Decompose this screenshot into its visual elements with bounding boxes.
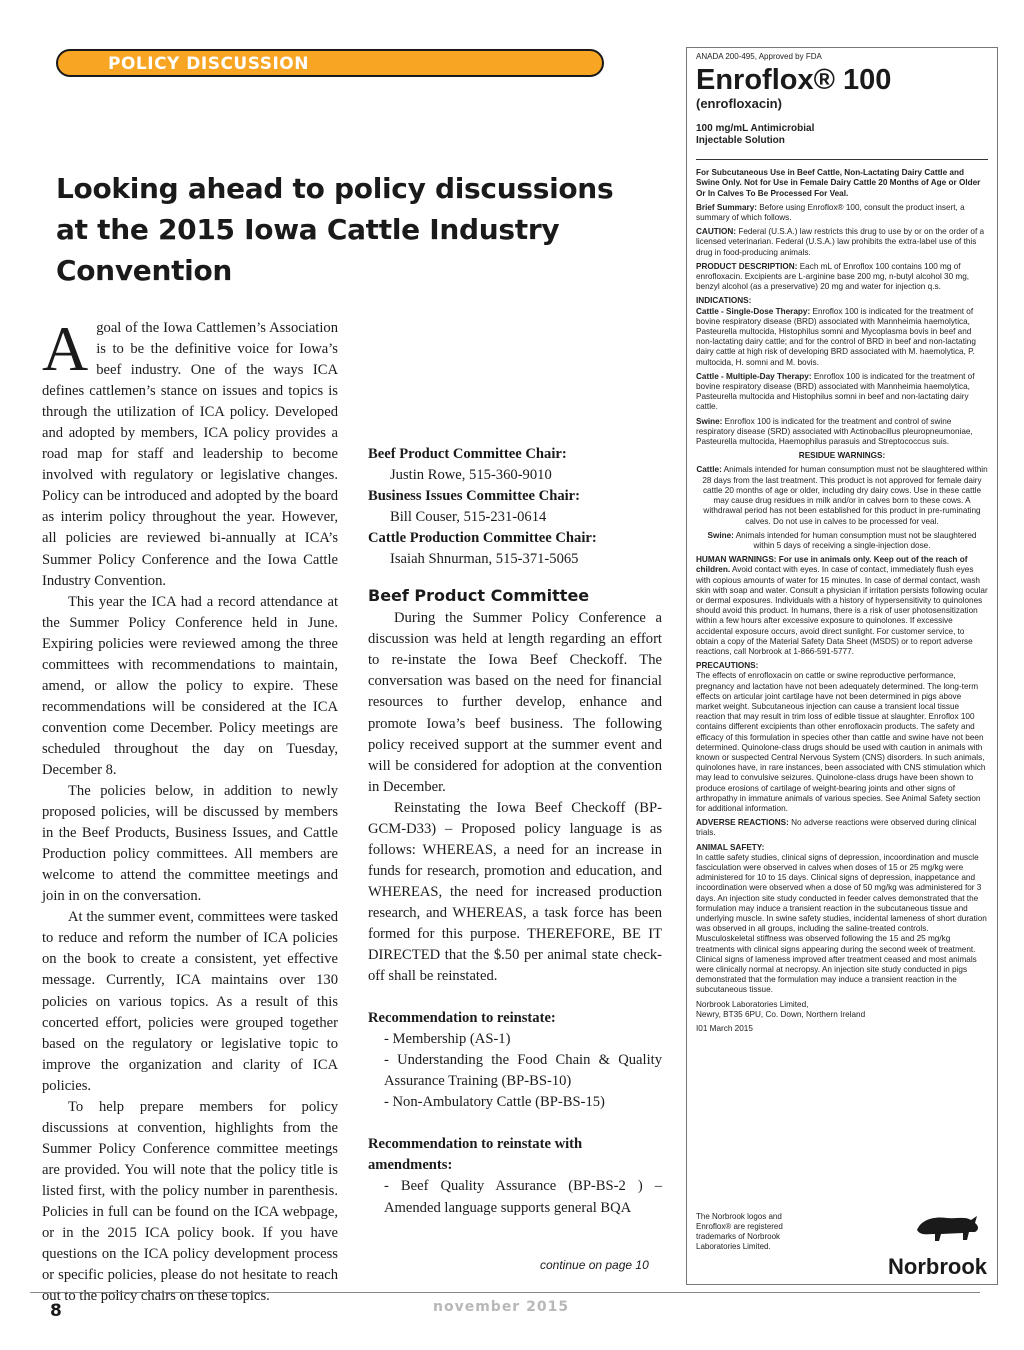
ad-trademark: The Norbrook logos and Enroflox® are registered trademarks of Norbrook Laboratories Limited. — [696, 1212, 783, 1251]
beef-product-heading: Beef Product Committee — [368, 586, 590, 606]
norbrook-logo: Norbrook — [888, 1253, 987, 1279]
issue-date: november 2015 — [433, 1299, 570, 1315]
article-column-middle — [368, 318, 662, 1219]
ad-company: Norbrook Laboratories Limited, Newry, BT35 6PU, Co. Down, Northern Ireland — [696, 999, 866, 1019]
article-paragraph-5: To help prepare members for policy discussions at convention, highlights from the Summer Policy Conference committee meetings are provided. You will note that the policy title is listed first, with the policy number in parenthesis. Policies in full can be found on the ICA webpage, or in the 2015 ICA policy book. If you have questions on the ICA policy development process or specific policies, please do not hesitate to reach out to the policy chairs on these topics. — [42, 1098, 338, 1305]
beef-paragraph-1: During the Summer Policy Conference a discussion was held at length regarding an effort to re-instate the Iowa Beef Checkoff. The conversation was based on the need for financial resources to further develop, enhance and promote Iowa’s beef business. The following policy received support at the summer event and will be considered for adoption at the convention in December. — [368, 610, 662, 795]
chair-name-business: Bill Couser, 515-231-0614 — [390, 509, 547, 526]
ad-generic-name: (enrofloxacin) — [696, 96, 782, 112]
ad-brief-summary: Brief Summary: Before using Enroflox® 100, consult the product insert, a summary of which follows. — [696, 202, 965, 223]
ad-human-warnings: HUMAN WARNINGS: For use in animals only. Keep out of the reach of children. Avoid contact with eyes. In case of contact, immediately flush eyes with copious amounts of water for 15 minutes. In case of dermal contact, wash skin with soap and water. Consult a physician if irritation persists following ocular or dermal exposures. Individuals with a history of hypersensitivity to quinolones should avoid this product. In humans, there is a risk of user photosensitization within a few hours after excessive exposure to quinolones. If excessive accidental exposure occurs, avoid direct sunlight. For customer service, to obtain a copy of the Material Safety Data Sheet (MSDS) or to report adverse reactions, call Norbrook at 1-866-591-5777. — [696, 555, 988, 656]
chair-name-cattle: Isaiah Shnurman, 515-371-5065 — [390, 551, 579, 568]
ad-precautions: PRECAUTIONS: The effects of enrofloxacin on cattle or swine reproductive performance, pregnancy and lactation have not been adequately determined. The long-term effects on articular joint cartilage have not been determined in pigs above market weight. Subcutaneous injection can cause a transient local tissue reaction that may result in trim loss of edible tissue at slaughter. Enroflox 100 contains different excipients than other enrofloxacin products. The safety and efficacy of this formulation in species other than cattle and swine have not been determined. Quinolone-class drugs should be used with caution in animals with known or suspected Central Nervous System (CNS) disorders. In such animals, quinolones have, in rare instances, been associated with CNS stimulation which may lead to convulsive seizures. Quinolone-class drugs have been shown to produce erosions of cartilage of weight-bearing joints and other signs of arthropathy in immature animals of various species. See Animal Safety section for additional information. — [696, 661, 986, 813]
ad-adverse-reactions: ADVERSE REACTIONS: No adverse reactions were observed during clinical trials. — [696, 818, 977, 838]
ad-divider — [696, 159, 988, 160]
ad-residue-swine: Swine: Animals intended for human consumption must not be slaughtered within 5 days of receiving a single-injection dose. — [707, 530, 977, 550]
ad-product-description: PRODUCT DESCRIPTION: Each mL of Enroflox 100 contains 100 mg of enrofloxacin. Excipients are L-arginine base 200 mg, n-butyl alcohol 30 mg, benzyl alcohol (as a preservative) 20 mg and water for injection q.s. — [696, 261, 970, 292]
chair-name-beef: Justin Rowe, 515-360-9010 — [390, 467, 552, 484]
recommendation-amend-item: - Beef Quality Assurance (BP-BS-2 ) – Amended language supports general BQA — [384, 1178, 662, 1216]
ad-strength: 100 mg/mL Antimicrobial Injectable Solution — [696, 123, 815, 147]
drop-cap: A — [42, 313, 89, 384]
continued-note: continue on page 10 — [540, 1258, 649, 1272]
ad-animal-safety: ANIMAL SAFETY: In cattle safety studies, clinical signs of depression, incoordination and muscle fasciculation were observed in calves when doses of 15 or 25 mg/kg were administered for 10 to 15 days. Clinical signs of depression, inappetance and incoordination were observed when a dose of 50 mg/kg was administered for 3 days. An injection site study conducted in feeder calves demonstrated that the formulation may induce a transient reaction in the subcutaneous tissue and underlying muscle. In swine safety studies, incidental lameness of short duration was observed in all groups, including the saline-treated controls. Musculoskeletal stiffness was observed following the 15 and 25 mg/kg treatments with clinical signs appearing during the second week of treatment. Clinical signs of lameness improved after treatment ceased and most animals were clinically normal at necropsy. An injection site study conducted in pigs demonstrated that the formulation may induce a transient reaction in the subcutaneous tissue. — [696, 842, 987, 995]
ad-swine: Swine: Enroflox 100 is indicated for the treatment and control of swine respiratory disease (SRD) associated with Actinobacillus pleuropneumoniae, Pasteurella multocida, Haemophilus parasuis and Streptococcus suis. — [696, 416, 973, 447]
recommendation-item: - Non-Ambulatory Cattle (BP-BS-15) — [384, 1094, 605, 1111]
ad-brand: Enroflox® 100 — [696, 64, 892, 97]
article-paragraph-2: This year the ICA had a record attendance at the Summer Policy Conference held in June. Expiring policies were reviewed among the three committees with recommendations to maintain, amend, or allow the policy to expire. These recommendations will be considered at the ICA convention come December. Policy meetings are scheduled throughout the day on Tuesday, December 8. — [42, 593, 338, 778]
section-banner-label: POLICY DISCUSSION — [108, 54, 309, 74]
bull-icon — [911, 1210, 983, 1244]
ad-residue-heading: RESIDUE WARNINGS: — [798, 451, 886, 461]
chair-title-cattle: Cattle Production Committee Chair: — [368, 530, 597, 547]
section-banner — [56, 49, 604, 77]
ad-use-statement: For Subcutaneous Use in Beef Cattle, Non-Lactating Dairy Cattle and Swine Only. Not for Use in Female Dairy Cattle 20 Months of Age or Older Or In Calves To Be Processed For Veal. — [696, 168, 981, 198]
beef-paragraph-2: Reinstating the Iowa Beef Checkoff (BP-GCM-D33) – Proposed policy language is as follows: WHEREAS, a need for an increase in funds for research, promotion and education, and WHEREAS, the need for increased production research, and WHEREAS, a task force has been formed for this purpose. THEREFORE, BE IT DIRECTED that the $.50 per animal state check-off shall be reinstated. — [368, 799, 662, 985]
ad-caution: CAUTION: Federal (U.S.A.) law restricts this drug to use by or on the order of a licensed veterinarian. Federal (U.S.A.) law prohibits the extra-label use of this drug in food-producing animals. — [696, 227, 985, 257]
article-paragraph-3: The policies below, in addition to newly proposed policies, will be discussed by members in the Beef Products, Business Issues, and Cattle Production policy committees. All members are welcome to attend the committee meetings and join in on the conversation. — [42, 783, 338, 905]
ad-approval: ANADA 200-495, Approved by FDA — [696, 52, 822, 61]
ad-residue-cattle: Cattle: Animals intended for human consumption must not be slaughtered within 28 days from the last treatment. This product is not approved for female dairy cattle 20 months of age or older, including dry dairy cows. Use in these cattle may cause drug residues in milk and/or in calves born to these cows. A withdrawal period has not been established for this product in pre-ruminating calves. Do not use in calves to be processed for veal. — [696, 465, 988, 526]
enroflox-advertisement — [686, 47, 998, 1285]
recommendation-item: - Understanding the Food Chain & Quality Assurance Training (BP-BS-10) — [384, 1052, 662, 1090]
article-column-left — [42, 313, 338, 1307]
ad-date: I01 March 2015 — [696, 1024, 753, 1034]
page-number: 8 — [50, 1301, 62, 1321]
recommendation-reinstate-heading: Recommendation to reinstate: — [368, 1010, 556, 1027]
ad-indications: INDICATIONS: Cattle - Single-Dose Therapy: Enroflox 100 is indicated for the treatment of bovine respiratory disease (BRD) associated with Mannheimia haemolytica, Pasteurella multocida, Histophilus somni and Mycoplasma bovis in beef and non-lactating dairy cattle; and for the control of BRD in beef and non-lactating dairy cattle at high risk of developing BRD associated with M. haemolytica, P. multocida, H. somni and M. bovis. — [696, 296, 976, 367]
article-paragraph-4: At the summer event, committees were tasked to reduce and reform the number of ICA policies on the book to create a consistent, yet effective message. Currently, ICA maintains over 130 policies on various topics. As a result of this concerted effort, policies were grouped together based on the regulatory or legislative topic to improve the organization and clarity of ICA policies. — [42, 909, 338, 1094]
recommendation-item: - Membership (AS-1) — [384, 1031, 511, 1048]
article-paragraph-1: Agoal of the Iowa Cattlemen’s Association is to be the definitive voice for Iowa’s beef industry. One of the ways ICA defines cattlemen’s stance on issues and topics is through the utilization of ICA policy. Developed and adopted by members, ICA policy provides a road map for staff and leadership to become involved with regulatory or legislative changes. Policy can be introduced and adopted by the board as interim policy throughout the year. However, all policies are reviewed bi-annually at ICA’s Summer Policy Conference and the Iowa Cattle Industry Convention. — [42, 313, 338, 589]
chair-title-business: Business Issues Committee Chair: — [368, 488, 581, 505]
footer-divider — [30, 1292, 980, 1293]
recommendation-amend-heading: Recommendation to reinstate with amendments: — [368, 1136, 583, 1174]
ad-cattle-multiple: Cattle - Multiple-Day Therapy: Enroflox 100 is indicated for the treatment of bovine respiratory disease (BRD) associated with Mannheimia haemolytica, Pasteurella multocida and Histophilus somni in beef and non-lactating dairy cattle. — [696, 371, 975, 412]
article-headline: Looking ahead to policy discussions at the 2015 Iowa Cattle Industry Convention — [56, 172, 614, 287]
chair-title-beef: Beef Product Committee Chair: — [368, 446, 567, 462]
